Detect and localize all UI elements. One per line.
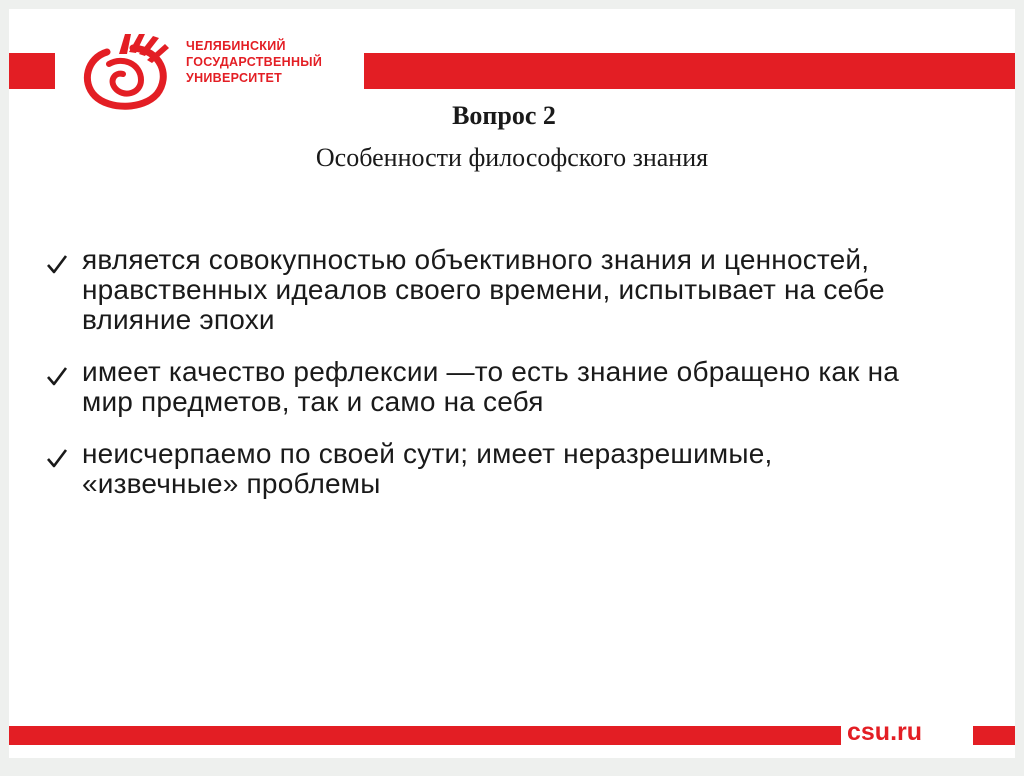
slide-subtitle: Особенности философского знания: [315, 143, 709, 172]
university-name-line: ЧЕЛЯБИНСКИЙ: [186, 39, 286, 53]
bullet-line: имеет качество рефлексии —то есть знание обращено как на: [82, 356, 900, 387]
bullet-line: мир предметов, так и само на себя: [82, 386, 544, 417]
university-logo-icon: [79, 34, 175, 110]
bullet-text: [82, 245, 994, 335]
bullet-line: является совокупностью объективного знания и ценностей,: [82, 244, 870, 275]
footer-bar-left: [9, 726, 841, 745]
bullet-list: [44, 245, 994, 521]
checkmark-icon: [46, 365, 68, 387]
footer-bar-right: [973, 726, 1015, 745]
bullet-line: «извечные» проблемы: [82, 468, 381, 499]
bullet-item: [44, 357, 994, 417]
university-name: [186, 38, 322, 86]
header-bar-right: [364, 53, 1015, 89]
bullet-text: [82, 357, 994, 417]
checkmark-icon: [46, 253, 68, 275]
university-name-line: УНИВЕРСИТЕТ: [186, 71, 283, 85]
footer-site-link[interactable]: csu.ru: [847, 718, 923, 746]
bullet-item: [44, 245, 994, 335]
bullet-text: [82, 439, 994, 499]
university-name-line: ГОСУДАРСТВЕННЫЙ: [186, 55, 323, 69]
bullet-line: влияние эпохи: [82, 304, 275, 335]
bullet-line: нравственных идеалов своего времени, испытывает на себе: [82, 274, 885, 305]
bullet-item: [44, 439, 994, 499]
slide: [9, 9, 1015, 758]
bullet-line: неисчерпаемо по своей сути; имеет неразрешимые,: [82, 438, 773, 469]
slide-title: Вопрос 2: [452, 101, 556, 130]
header-bar-left: [9, 53, 55, 89]
checkmark-icon: [46, 447, 68, 469]
